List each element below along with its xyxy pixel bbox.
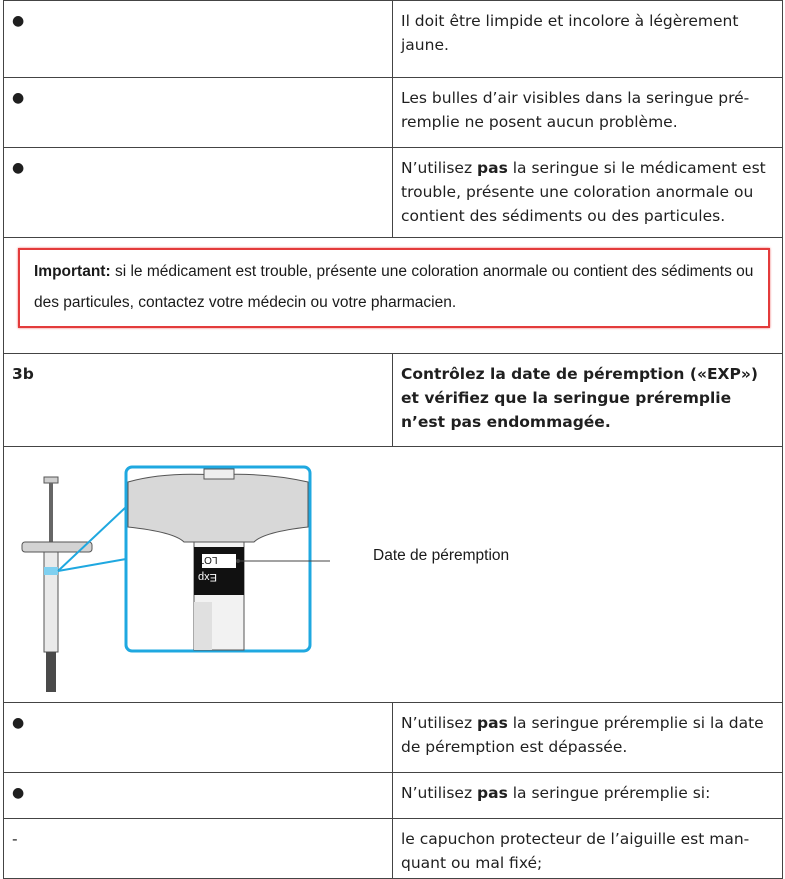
table-row (3, 0, 783, 78)
instruction-text: N’utilisez pas la seringue si le médicament est trouble, présente une coloration anormale ou contient des sédiments ou des particules. (401, 159, 766, 225)
important-notice: Important: si le médicament est trouble, présente une coloration anormale ou contient des sédiments ou des particules, contactez votre médecin ou votre pharmacien. (18, 248, 770, 328)
instruction-text: Il doit être limpide et incolore à légèrement jaune. (401, 12, 739, 54)
table-row (3, 703, 783, 773)
step-header-row (3, 354, 783, 447)
table-row (3, 773, 783, 819)
syringe-illustration (14, 457, 374, 697)
step-number: 3b (4, 354, 393, 446)
instruction-text: le capuchon protecteur de l’aiguille est man-quant ou mal fixé; (401, 830, 750, 872)
table-row (3, 819, 783, 879)
bullet: ● (4, 1, 393, 77)
step-title: Contrôlez la date de péremption («EXP») et vérifiez que la seringue préremplie n’est pas endommagée. (401, 365, 758, 431)
instruction-text: N’utilisez pas la seringue préremplie si la date de péremption est dépassée. (401, 714, 764, 756)
instruction-text: N’utilisez pas la seringue préremplie si: (401, 784, 711, 802)
lot-label: LOT (198, 554, 218, 565)
table-row (3, 148, 783, 238)
bullet: ● (4, 78, 393, 147)
instruction-text: Les bulles d’air visibles dans la seringue pré-remplie ne posent aucun problème. (401, 89, 750, 131)
important-row (3, 238, 783, 354)
bullet: ● (4, 703, 393, 772)
figure-row (3, 447, 783, 703)
bullet: ● (4, 148, 393, 237)
bullet: ● (4, 773, 393, 818)
table-row (3, 78, 783, 148)
instructions-table (3, 0, 783, 879)
dash-marker: - (4, 819, 393, 878)
exp-label: Exp (198, 571, 217, 583)
expiry-date-caption: Date de péremption (373, 547, 510, 564)
